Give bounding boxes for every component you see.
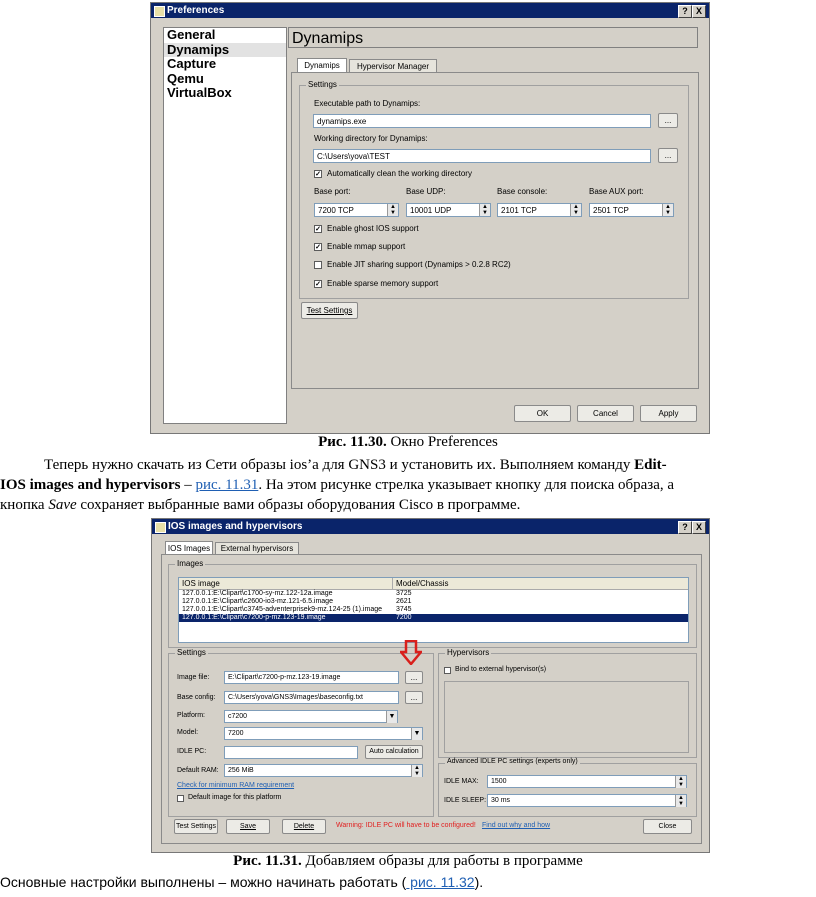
- workdir-browse-button[interactable]: ...: [658, 148, 678, 163]
- page-heading-text: Dynamips: [292, 30, 364, 47]
- model-select[interactable]: [224, 727, 423, 740]
- default-ram-value: 256 MiB: [228, 767, 254, 774]
- tab-external-hypervisors[interactable]: External hypervisors: [215, 542, 299, 554]
- base-udp-value: 10001 UDP: [410, 206, 452, 215]
- ios-tab-panel: [161, 554, 702, 844]
- image-file-label: Image file:: [177, 674, 210, 681]
- row-image: 127.0.0.1:E:\Clipart\c3745-adventerprisek9-mz.124-25 (1).image: [182, 606, 382, 613]
- idle-max-spinbox[interactable]: [487, 775, 687, 788]
- paragraph-text: . На этом рисунке стрелка указывает кнопку для поиска образа, а: [258, 477, 675, 493]
- caption-number: Рис. 11.31.: [233, 853, 302, 869]
- save-term: Save: [48, 497, 77, 513]
- figure-link[interactable]: рис. 11.31: [195, 477, 259, 493]
- paragraph-text: Основные настройки выполнены – можно начинать работать (: [0, 874, 407, 890]
- close-button[interactable]: X: [692, 521, 706, 534]
- dropdown-arrow-icon[interactable]: ▼: [411, 728, 422, 740]
- red-arrow-icon: [400, 640, 422, 665]
- mmap-checkbox[interactable]: ✓: [315, 244, 321, 251]
- base-port-value: 7200 TCP: [318, 206, 354, 215]
- base-aux-value: 2501 TCP: [593, 206, 629, 215]
- caption-number: Рис. 11.30.: [318, 434, 387, 450]
- sparse-memory-label: Enable sparse memory support: [327, 279, 439, 288]
- menu-command: Edit-: [634, 457, 667, 473]
- default-ram-spinbox[interactable]: [224, 764, 423, 777]
- images-group-label: Images: [177, 559, 204, 568]
- save-button[interactable]: Save: [226, 819, 270, 834]
- paragraph-line-2: [0, 477, 674, 494]
- idlepc-label: IDLE PC:: [177, 748, 207, 755]
- ghost-ios-checkbox[interactable]: ✓: [315, 226, 321, 233]
- tab-ios-images[interactable]: IOS Images: [165, 541, 213, 554]
- config-browse-button[interactable]: ...: [405, 691, 423, 704]
- ok-button[interactable]: OK: [514, 405, 571, 422]
- idle-sleep-spinbox[interactable]: [487, 794, 687, 807]
- idle-max-value: 1500: [491, 778, 507, 785]
- table-header: [179, 578, 688, 590]
- base-console-label: Base console:: [497, 187, 548, 196]
- platform-label: Platform:: [177, 712, 206, 719]
- row-model: 3725: [396, 590, 412, 597]
- row-model: 2621: [396, 598, 412, 605]
- check-ram-link[interactable]: Check for minimum RAM requirement: [177, 782, 295, 789]
- default-image-label: Default image for this platform: [188, 794, 282, 801]
- window-title: Preferences: [167, 5, 225, 16]
- base-console-spinbox[interactable]: [497, 203, 582, 217]
- spin-arrows-icon[interactable]: ▲ ▼: [387, 204, 398, 216]
- settings-group-label: Settings: [177, 648, 206, 657]
- window-icon: [155, 522, 166, 533]
- base-aux-label: Base AUX port:: [589, 187, 644, 196]
- ios-images-titlebar: [152, 519, 709, 534]
- image-browse-button[interactable]: ...: [405, 671, 423, 684]
- row-model: 7200: [396, 614, 412, 621]
- base-console-value: 2101 TCP: [501, 206, 537, 215]
- nav-item-qemu[interactable]: Qemu: [167, 70, 204, 86]
- nav-item-capture[interactable]: Capture: [167, 56, 217, 71]
- auto-clean-checkbox[interactable]: ✓: [315, 171, 321, 178]
- idle-pc-warning: Warning: IDLE PC will have to be configured!: [336, 822, 476, 829]
- row-image: 127.0.0.1:E:\Clipart\c1700-sy-mz.122-12a.image: [182, 590, 333, 597]
- hypervisors-list[interactable]: [444, 681, 689, 753]
- base-config-label: Base config:: [177, 694, 216, 701]
- spin-arrows-icon[interactable]: ▲ ▼: [411, 765, 422, 777]
- paragraph-line-1: [44, 457, 667, 474]
- auto-clean-label: Automatically clean the working directory: [327, 169, 472, 178]
- model-value: 7200: [228, 730, 244, 737]
- spin-arrows-icon[interactable]: ▲ ▼: [675, 795, 686, 807]
- bind-external-label: Bind to external hypervisor(s): [455, 666, 547, 673]
- hypervisors-group: [438, 648, 697, 758]
- table-row[interactable]: [179, 598, 688, 606]
- idlepc-input[interactable]: [224, 746, 358, 759]
- exe-browse-button[interactable]: ...: [658, 113, 678, 128]
- paragraph-text: ).: [474, 874, 484, 890]
- base-config-input[interactable]: C:\Users\yova\GNS3\Images\baseconfig.txt: [224, 691, 399, 704]
- spin-arrows-icon[interactable]: ▲ ▼: [479, 204, 490, 216]
- figure-link[interactable]: рис. 11.32: [406, 874, 475, 890]
- bind-external-checkbox[interactable]: [444, 667, 451, 674]
- workdir-input[interactable]: C:\Users\yova\TEST: [313, 149, 651, 163]
- nav-item-dynamips[interactable]: Dynamips: [164, 43, 286, 58]
- page-heading: [288, 27, 698, 48]
- advanced-idle-group: [438, 758, 697, 817]
- nav-item-general[interactable]: General: [167, 27, 216, 42]
- ios-images-window: [151, 518, 710, 853]
- figure-caption-11-30: [0, 434, 816, 451]
- base-udp-spinbox[interactable]: [406, 203, 491, 217]
- apply-button[interactable]: Apply: [640, 405, 697, 422]
- base-udp-label: Base UDP:: [406, 187, 446, 196]
- test-settings-button[interactable]: Test Settings: [301, 302, 358, 319]
- mmap-label: Enable mmap support: [327, 242, 406, 251]
- category-list: [163, 27, 287, 424]
- base-port-spinbox[interactable]: [314, 203, 399, 217]
- close-button[interactable]: X: [692, 5, 706, 18]
- idle-sleep-value: 30 ms: [491, 797, 511, 804]
- menu-command: IOS images and hypervisors: [0, 477, 181, 493]
- paragraph-text: кнопка: [0, 497, 49, 513]
- advanced-idle-group-label: Advanced IDLE PC settings (experts only): [447, 758, 578, 765]
- exe-path-label: Executable path to Dynamips:: [314, 99, 421, 108]
- hypervisors-group-label: Hypervisors: [447, 648, 490, 657]
- tab-panel: [291, 72, 699, 389]
- row-model: 3745: [396, 606, 412, 613]
- platform-select[interactable]: [224, 710, 398, 723]
- default-image-checkbox[interactable]: [177, 795, 184, 802]
- test-settings-button[interactable]: Test Settings: [174, 819, 218, 834]
- ghost-ios-label: Enable ghost IOS support: [327, 224, 419, 233]
- settings-group: [299, 80, 689, 299]
- image-file-input[interactable]: E:\Clipart\c7200-p-mz.123-19.image: [224, 671, 399, 684]
- jit-sharing-label: Enable JIT sharing support (Dynamips > 0.2.8 RC2): [327, 260, 511, 269]
- paragraph-final: [0, 874, 483, 890]
- dropdown-arrow-icon[interactable]: ▼: [386, 711, 397, 723]
- settings-group: [168, 648, 434, 817]
- base-port-label: Base port:: [314, 187, 351, 196]
- default-ram-label: Default RAM:: [177, 767, 219, 774]
- caption-text: Добавляем образы для работы в программе: [301, 853, 583, 869]
- delete-button[interactable]: Delete: [282, 819, 326, 834]
- window-icon: [154, 6, 165, 17]
- column-header-model[interactable]: Model/Chassis: [396, 579, 449, 588]
- preferences-titlebar: [151, 3, 709, 18]
- images-table: [178, 577, 689, 643]
- window-title: IOS images and hypervisors: [168, 521, 303, 532]
- row-image: 127.0.0.1:E:\Clipart\c2600-io3-mz.121-6.5.image: [182, 598, 333, 605]
- tab-dynamips[interactable]: Dynamips: [297, 58, 347, 72]
- table-row-selected[interactable]: [179, 614, 688, 622]
- jit-sharing-checkbox[interactable]: [314, 261, 322, 269]
- auto-calculation-button[interactable]: Auto calculation: [365, 745, 423, 759]
- sparse-memory-checkbox[interactable]: ✓: [315, 281, 321, 288]
- preferences-window: [150, 2, 710, 434]
- nav-item-virtualbox[interactable]: VirtualBox: [167, 85, 232, 100]
- spin-arrows-icon[interactable]: ▲ ▼: [570, 204, 581, 216]
- find-out-link[interactable]: Find out why and how: [482, 822, 551, 829]
- workdir-label: Working directory for Dynamips:: [314, 134, 428, 143]
- paragraph-line-3: [0, 497, 520, 514]
- settings-group-label: Settings: [308, 80, 337, 89]
- help-button[interactable]: ?: [678, 521, 692, 534]
- images-group: [168, 559, 697, 648]
- paragraph-text: –: [180, 477, 196, 493]
- column-header-image[interactable]: IOS image: [182, 579, 220, 588]
- table-row[interactable]: [179, 590, 688, 598]
- spin-arrows-icon[interactable]: ▲ ▼: [675, 776, 686, 788]
- column-divider: [392, 578, 393, 589]
- exe-path-input[interactable]: dynamips.exe: [313, 114, 651, 128]
- figure-caption-11-31: [0, 853, 816, 870]
- model-label: Model:: [177, 729, 199, 736]
- caption-text: Окно Preferences: [386, 434, 498, 450]
- paragraph-text: Теперь нужно скачать из Сети образы ios’а для GNS3 и установить их. Выполняем команду: [44, 457, 635, 473]
- platform-value: c7200: [228, 713, 248, 720]
- table-row[interactable]: [179, 606, 688, 614]
- spin-arrows-icon[interactable]: ▲ ▼: [662, 204, 673, 216]
- base-aux-spinbox[interactable]: [589, 203, 674, 217]
- close-dialog-button[interactable]: Close: [643, 819, 692, 834]
- idle-max-label: IDLE MAX:: [444, 778, 479, 785]
- row-image: 127.0.0.1:E:\Clipart\c7200-p-mz.123-19.image: [182, 614, 326, 621]
- paragraph-text: сохраняет выбранные вами образы оборудования Cisco в программе.: [76, 497, 521, 513]
- cancel-button[interactable]: Cancel: [577, 405, 634, 422]
- idle-sleep-label: IDLE SLEEP:: [444, 797, 487, 804]
- tab-hypervisor-manager[interactable]: Hypervisor Manager: [349, 59, 437, 72]
- help-button[interactable]: ?: [678, 5, 692, 18]
